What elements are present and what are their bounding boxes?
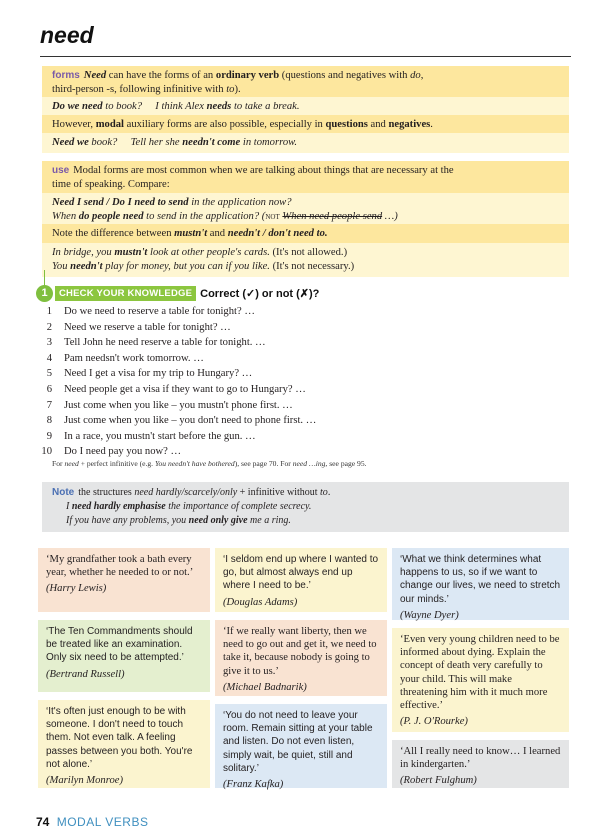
use-diff-a: Note the difference between (52, 228, 175, 239)
forms-intro-text: can have the forms of an (106, 70, 216, 81)
quote-card (38, 620, 210, 692)
exercise-item (48, 320, 316, 336)
forms-intro-bold: ordinary verb (215, 70, 280, 81)
quote-card (392, 628, 569, 732)
use-diff-c: and (207, 228, 228, 239)
quote-text: ‘All I really need to know… I learned in kindergarten.’ (400, 746, 561, 771)
exercise-item (48, 413, 316, 429)
exercise-instruction: Correct (✓) or not (✗)? (200, 287, 320, 300)
exercise-item-text: In a race, you mustn't start before the gun. … (64, 430, 256, 442)
note-ex2-b: need only give (188, 515, 248, 526)
exercise-item-number: 2 (46, 321, 52, 333)
forms-intro-word: Need (83, 70, 107, 81)
quote-text: ‘I seldom end up where I wanted to go, but almost always end up where I need to be.’ (223, 554, 379, 592)
footnote-e: ), see page 70. For (234, 459, 293, 468)
forms-tag: forms (52, 70, 80, 81)
forms-however-b: auxiliary forms are also possible, especially in (123, 119, 326, 130)
use-ex2-strike: When need people send (282, 211, 383, 223)
note-text-b: need hardly/scarcely/only (134, 487, 238, 498)
forms-however-c: and (367, 119, 389, 130)
use-intro-box (42, 161, 569, 195)
quote-card (38, 700, 210, 788)
note-text-e: . (327, 487, 331, 498)
quote-card (38, 548, 210, 612)
forms-line2-end: ). (234, 84, 241, 96)
exercise-item-text: Need I get a visa for my trip to Hungary? … (64, 368, 253, 380)
quote-card (215, 548, 387, 612)
exercise-header (36, 285, 319, 301)
note-tag: Note (52, 487, 75, 498)
quote-author: (Michael Badnarik) (223, 681, 307, 693)
note-example-1 (52, 500, 559, 514)
note-ex2-a: If you have any problems, you (66, 515, 189, 526)
use-ex2-not: not (265, 212, 280, 223)
note-ex1-b: need hardly emphasise (71, 501, 166, 512)
quote-text: ‘My grandfather took a bath every year, whether he needed to or not.’ (46, 554, 194, 579)
footnote-b: need (64, 459, 79, 468)
quote-card (215, 704, 387, 791)
quote-author: (P. J. O'Rourke) (400, 716, 468, 728)
use-ex4-a: You (52, 261, 71, 273)
note-text-d: to (320, 487, 328, 498)
title-rule (40, 56, 571, 57)
forms-ex1-e: to take a break. (231, 101, 300, 112)
footnote-d: You needn't have bothered (154, 459, 235, 468)
exercise-item-text: Just come when you like – you mustn't phone first. … (64, 399, 293, 411)
forms-however-q: questions (325, 119, 368, 130)
footnote-c: + perfect infinitive (e.g. (78, 459, 155, 468)
footnote-g: , see page 95. (325, 459, 367, 468)
page-title: need (40, 22, 94, 48)
exercise-item-number: 10 (41, 446, 52, 458)
note-text-c: + infinitive without (237, 487, 321, 498)
use-intro-a: Modal forms are most common when we are talking about things that are necessary at the (73, 165, 454, 176)
quote-text: ‘Even very young children need to be informed about dying. Explain the concept of death very carefully to your child. This will make threatening him with it much more effective.’ (400, 634, 560, 712)
exercise-item-number: 7 (46, 399, 52, 411)
exercise-item-number: 3 (46, 337, 52, 349)
exercise-label: CHECK YOUR KNOWLEDGE (55, 286, 196, 301)
quote-author: (Wayne Dyer) (400, 609, 459, 621)
quote-card (215, 620, 387, 696)
quote-author: (Harry Lewis) (46, 583, 107, 595)
use-tag: use (52, 165, 70, 176)
forms-intro-text-b: (questions and negatives with (279, 70, 411, 81)
exercise-item (48, 304, 316, 320)
forms-ex2-d: needn't come (182, 137, 241, 148)
exercise-item-number: 4 (46, 352, 52, 364)
use-compare-examples (42, 193, 569, 227)
exercise-item-number: 8 (46, 415, 52, 427)
note-box (42, 482, 569, 532)
exercise-item (48, 398, 316, 414)
use-intro-b: time of speaking. Compare: (52, 179, 170, 191)
note-ex1-a: I (66, 501, 72, 512)
forms-ex2-e: in tomorrow. (240, 137, 298, 148)
exercise-item-text: Need people get a visa if they want to go to Hungary? … (64, 383, 306, 395)
exercise-item (48, 335, 316, 351)
note-text-a: the structures (78, 487, 135, 498)
quote-author: (Marilyn Monroe) (46, 775, 123, 787)
use-diff-b: mustn't (174, 228, 208, 239)
exercise-item (48, 429, 316, 445)
use-ex2-a: When (52, 211, 79, 223)
use-difference-box (42, 224, 569, 244)
forms-ex2-b: book? (88, 137, 118, 148)
forms-ex2-c: Tell her she (130, 137, 183, 148)
quote-text: ‘The Ten Commandments should be treated like an examination. Only six need to be attempted.’ (46, 626, 193, 664)
exercise-item-text: Need we reserve a table for tonight? … (64, 321, 231, 333)
forms-example-2 (42, 133, 569, 153)
forms-however-n: negatives (388, 119, 431, 130)
exercise-item-text: Tell John he need reserve a table for tonight. … (64, 337, 266, 349)
cross-reference-footnote (52, 459, 367, 468)
quote-text: ‘If we really want liberty, then we need to go out and get it, we need to take it, because nobody is going to give it to us.’ (223, 626, 377, 677)
forms-ex1-a: Do we need (52, 101, 103, 112)
exercise-item (48, 366, 316, 382)
forms-intro-text-c: , (420, 70, 424, 81)
forms-however-d: . (430, 119, 433, 130)
forms-intro-box (42, 66, 569, 100)
quote-author: (Bertrand Russell) (46, 668, 125, 680)
exercise-item-text: Do I need pay you now? … (64, 446, 182, 458)
exercise-item (48, 382, 316, 398)
exercise-item (48, 351, 316, 367)
exercise-marker-line (44, 270, 45, 286)
forms-however-a: However, (52, 119, 96, 130)
exercise-item-text: Do we need to reserve a table for tonight? … (64, 306, 255, 317)
forms-however-modal: modal (95, 119, 124, 130)
forms-ex1-b: to book? (102, 101, 143, 112)
footnote-a: For (52, 459, 65, 468)
quote-text: ‘It's often just enough to be with someone. I don't need to touch them. Not even talk. A feeling passes between you both. You're not alone.’ (46, 706, 193, 770)
forms-ex2-a: Need we (52, 137, 89, 148)
forms-ex1-d: needs (206, 101, 232, 112)
use-ex1-b: in the application now? (188, 197, 292, 208)
exercise-number-badge: 1 (36, 285, 53, 302)
use-ex3-a: In bridge, you (52, 247, 115, 258)
quote-author: (Douglas Adams) (223, 596, 298, 608)
note-example-2 (52, 514, 559, 528)
forms-line2-to: to (226, 84, 235, 96)
use-diff-d: needn't / don't need to. (227, 228, 328, 239)
section-name: MODAL VERBS (56, 815, 149, 829)
use-ex3-b: mustn't (114, 247, 148, 258)
forms-line2: third-person -s, following infinitive with (52, 84, 227, 96)
use-ex2-d: …) (382, 211, 398, 223)
exercise-item-number: 6 (46, 383, 52, 395)
exercise-item-number: 9 (46, 430, 52, 442)
use-difference-examples (42, 243, 569, 277)
forms-ex1-c: I think Alex (155, 101, 207, 112)
quote-text: ‘You do not need to leave your room. Remain sitting at your table and listen. Do not even listen, simply wait, be quiet, still and solitary.’ (223, 710, 373, 774)
use-ex3-c: look at other people's cards. (147, 247, 270, 258)
quote-card (392, 740, 569, 788)
exercise-list (41, 304, 317, 460)
exercise-item-text: Pam needsn't work tomorrow. … (64, 352, 204, 364)
exercise-item-text: Just come when you like – you don't need to phone first. … (64, 415, 317, 427)
use-ex4-c: play for money, but you can if you like. (102, 261, 270, 273)
page-footer (36, 815, 148, 829)
footnote-f: need …ing (292, 459, 326, 468)
exercise-item-number: 1 (46, 306, 52, 317)
note-ex1-c: the importance of complete secrecy. (165, 501, 312, 512)
exercise-item (41, 444, 316, 460)
page-number: 74 (36, 815, 50, 829)
use-ex3-d: (It's not allowed.) (269, 247, 348, 258)
quote-card (392, 548, 569, 620)
use-ex4-d: (It's not necessary.) (269, 261, 355, 273)
quote-author: (Robert Fulghum) (400, 775, 477, 787)
use-ex1-a: Need I send / Do I need to send (52, 197, 189, 208)
exercise-item-number: 5 (46, 368, 52, 380)
quote-author: (Franz Kafka) (223, 779, 284, 791)
use-ex4-b: needn't (70, 261, 103, 273)
forms-intro-do: do (410, 70, 421, 81)
note-ex2-c: me a ring. (247, 515, 291, 526)
use-ex2-c: to send in the application? ( (143, 211, 266, 223)
use-ex2-b: do people need (78, 211, 144, 223)
quote-text: ‘What we think determines what happens to us, so if we want to change our lives, we need to stretch our minds.’ (400, 554, 561, 605)
